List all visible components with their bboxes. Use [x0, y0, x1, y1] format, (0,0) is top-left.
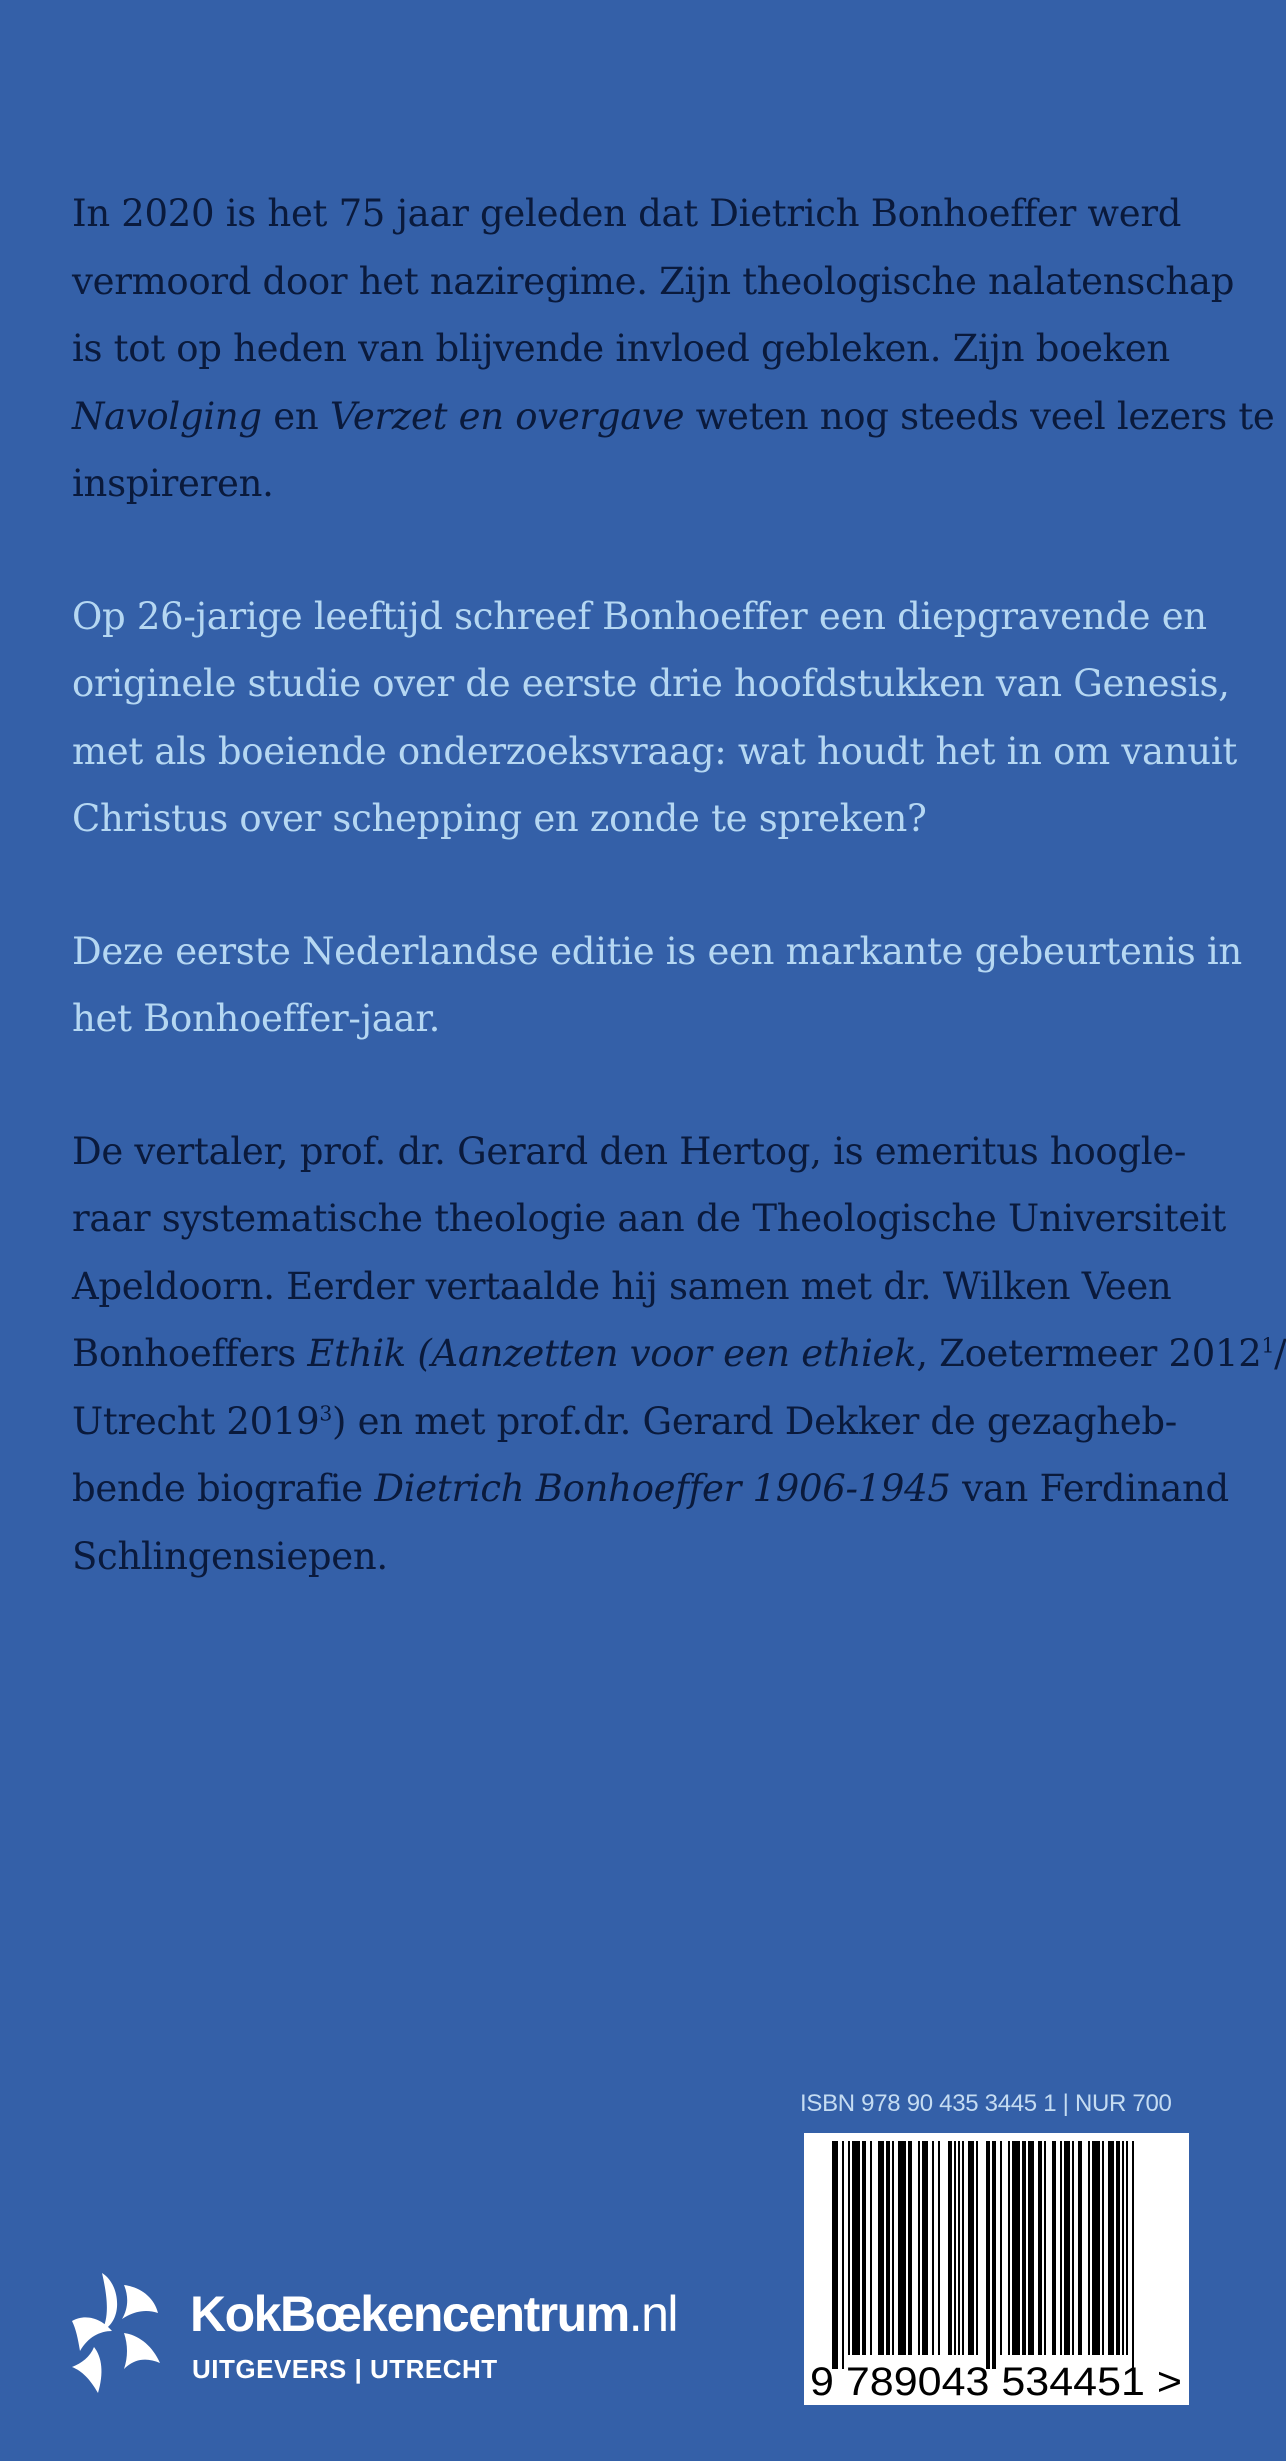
- text-line: [72, 383, 1275, 451]
- barcode-bar: [898, 2141, 906, 2355]
- barcode-bars: [832, 2141, 1134, 2369]
- barcode-bar: [932, 2141, 934, 2355]
- barcode-bar: [1028, 2141, 1034, 2355]
- barcode-bar: [968, 2141, 974, 2355]
- text-line: vermoord door het naziregime. Zijn theologische nalatenschap: [72, 259, 1235, 303]
- text-line: [72, 1455, 1229, 1523]
- text-line: Deze eerste Nederlandse editie is een markante gebeurtenis in: [72, 929, 1242, 973]
- barcode: [804, 2133, 1189, 2405]
- barcode-bar: [1126, 2141, 1128, 2355]
- paragraph-study: [72, 583, 1237, 853]
- barcode-digits: 9 789043 534451 >: [810, 2360, 1182, 2404]
- barcode-bar: [1012, 2141, 1020, 2355]
- text-line: is tot op heden van blijvende invloed gebleken. Zijn boeken: [72, 327, 1170, 370]
- text-line: inspireren.: [72, 462, 274, 505]
- barcode-bar: [1122, 2141, 1124, 2355]
- back-cover-blurb: [72, 180, 1286, 1655]
- text-fragment: , Zoetermeer 2012: [916, 1332, 1262, 1375]
- barcode-bar: [1132, 2141, 1134, 2369]
- barcode-bar: [1072, 2141, 1074, 2355]
- barcode-bar: [958, 2141, 960, 2355]
- text-line: originele studie over de eerste drie hoofdstukken van Genesis,: [72, 662, 1230, 705]
- barcode-bar: [848, 2141, 850, 2355]
- book-title: Navolging: [72, 394, 262, 438]
- book-title: Ethik (Aanzetten voor een ethiek: [307, 1332, 917, 1375]
- text-fragment: weten nog steeds veel lezers te: [684, 394, 1275, 438]
- barcode-bar: [842, 2141, 844, 2369]
- text-line: De vertaler, prof. dr. Gerard den Hertog, is emeritus hoogle-: [72, 1129, 1187, 1173]
- barcode-bar: [976, 2141, 978, 2355]
- barcode-bar: [832, 2141, 838, 2369]
- barcode-bar: [992, 2141, 996, 2369]
- barcode-bar: [878, 2141, 884, 2355]
- text-line: Apeldoorn. Eerder vertaalde hij samen met dr. Wilken Veen: [72, 1264, 1172, 1308]
- text-line: [72, 1320, 1286, 1388]
- text-line: In 2020 is het 75 jaar geleden dat Dietrich Bonhoeffer werd: [72, 192, 1182, 235]
- publisher-tld: .nl: [628, 2286, 677, 2342]
- book-title: Verzet en overgave: [329, 394, 685, 438]
- barcode-bar: [1102, 2141, 1104, 2355]
- text-fragment: ) en met prof.dr. Gerard Dekker de gezagheb-: [332, 1399, 1177, 1443]
- text-line: Schlingensiepen.: [72, 1534, 388, 1578]
- paragraph-edition: [72, 918, 1242, 1053]
- isbn-nur-line: ISBN 978 90 435 3445 1 | NUR 700: [800, 2090, 1172, 2117]
- text-line: Op 26-jarige leeftijd schreef Bonhoeffer een diepgravende en: [72, 594, 1207, 638]
- barcode-bar: [886, 2141, 890, 2355]
- barcode-bar: [948, 2141, 952, 2355]
- barcode-bar: [852, 2141, 860, 2355]
- text-fragment: van Ferdinand: [950, 1467, 1229, 1510]
- barcode-bar: [1078, 2141, 1082, 2355]
- publisher-mark-icon: [72, 2273, 162, 2393]
- text-line: het Bonhoeffer-jaar.: [72, 997, 441, 1040]
- publisher-name-text: KokBœkencentrum: [190, 2286, 629, 2342]
- publisher-logo: [72, 2265, 692, 2395]
- text-line: raar systematische theologie aan de Theologische Universiteit: [72, 1197, 1226, 1240]
- text-fragment: en: [261, 394, 330, 438]
- barcode-bar: [1038, 2141, 1042, 2355]
- barcode-bar: [908, 2141, 912, 2355]
- text-line: [72, 1388, 1192, 1456]
- barcode-bar: [870, 2141, 872, 2355]
- book-title: Dietrich Bonhoeffer 1906-1945: [374, 1467, 951, 1510]
- text-line: Christus over schepping en zonde te spreken?: [72, 797, 927, 840]
- text-fragment: /: [1274, 1332, 1286, 1375]
- barcode-bar: [1064, 2141, 1070, 2355]
- barcode-bar: [1000, 2141, 1002, 2355]
- barcode-bar: [918, 2141, 920, 2355]
- barcode-graphic: [804, 2133, 1189, 2405]
- text-line: met als boeiende onderzoeksvraag: wat houdt het in om vanuit: [72, 729, 1237, 773]
- publisher-subtitle: UITGEVERS | UTRECHT: [192, 2354, 498, 2384]
- publisher-name: [190, 2285, 677, 2343]
- barcode-bar: [892, 2141, 894, 2355]
- barcode-bar: [1108, 2141, 1114, 2355]
- barcode-bar: [1092, 2141, 1100, 2355]
- barcode-bar: [1052, 2141, 1056, 2355]
- barcode-bar: [1088, 2141, 1090, 2355]
- barcode-bar: [862, 2141, 866, 2355]
- text-fragment: bende biografie: [72, 1467, 375, 1510]
- barcode-bar: [1060, 2141, 1062, 2355]
- barcode-bar: [954, 2141, 956, 2355]
- paragraph-intro: [72, 180, 1275, 518]
- barcode-bar: [1022, 2141, 1026, 2355]
- barcode-bar: [1116, 2141, 1120, 2355]
- text-fragment: Utrecht 2019: [72, 1399, 320, 1443]
- barcode-bar: [1044, 2141, 1046, 2355]
- barcode-bar: [986, 2141, 990, 2369]
- barcode-bar: [1008, 2141, 1010, 2355]
- edition-superscript: 1: [1261, 1333, 1275, 1358]
- barcode-bar: [938, 2141, 940, 2355]
- paragraph-translator: [72, 1118, 1286, 1591]
- barcode-bar: [962, 2141, 964, 2355]
- barcode-bar: [922, 2141, 928, 2355]
- edition-superscript: 3: [319, 1401, 333, 1426]
- text-fragment: Bonhoeffers: [72, 1332, 308, 1375]
